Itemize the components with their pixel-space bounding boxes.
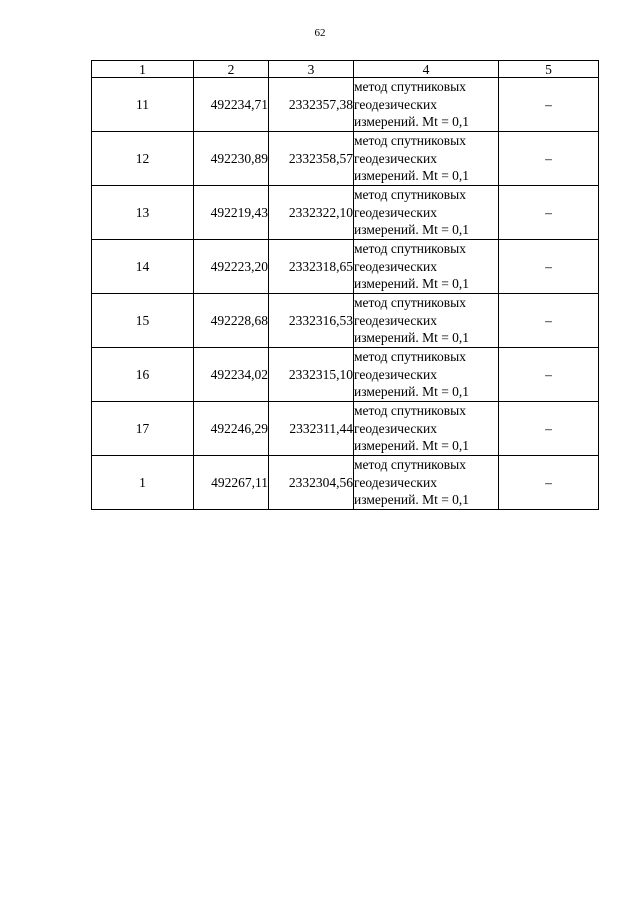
method-line: измерений. Mt = 0,1 (354, 276, 470, 292)
method-line: метод спутниковых (354, 187, 466, 203)
method-line: геодезических (354, 150, 437, 166)
point-number-cell: 12 (92, 132, 194, 186)
method-cell (354, 456, 499, 510)
page-number: 62 (314, 27, 326, 39)
note-cell: – (499, 240, 599, 294)
point-number-cell: 17 (92, 402, 194, 456)
header-col-5: 5 (499, 61, 599, 78)
note-cell: – (499, 132, 599, 186)
table-row (92, 78, 599, 132)
point-number-cell: 1 (92, 456, 194, 510)
method-cell (354, 240, 499, 294)
method-cell (354, 78, 499, 132)
method-line: геодезических (354, 366, 437, 382)
method-line: измерений. Mt = 0,1 (354, 222, 470, 238)
table-row (92, 294, 599, 348)
method-line: метод спутниковых (354, 241, 466, 257)
method-cell (354, 348, 499, 402)
method-line: геодезических (354, 312, 437, 328)
point-number-cell: 16 (92, 348, 194, 402)
note-cell: – (499, 294, 599, 348)
point-number-cell: 14 (92, 240, 194, 294)
note-cell: – (499, 402, 599, 456)
method-line: геодезических (354, 420, 437, 436)
method-line: метод спутниковых (354, 295, 466, 311)
table-row (92, 402, 599, 456)
y-coordinate-cell: 2332357,38 (269, 78, 354, 132)
header-row (92, 61, 599, 78)
method-cell (354, 294, 499, 348)
method-cell (354, 132, 499, 186)
header-col-4: 4 (354, 61, 499, 78)
point-number-cell: 11 (92, 78, 194, 132)
y-coordinate-cell: 2332304,56 (269, 456, 354, 510)
method-line: геодезических (354, 258, 437, 274)
method-line: геодезических (354, 96, 437, 112)
table-header (92, 61, 599, 78)
table-row (92, 348, 599, 402)
method-cell (354, 402, 499, 456)
header-col-3: 3 (269, 61, 354, 78)
x-coordinate-cell: 492228,68 (194, 294, 269, 348)
method-line: геодезических (354, 204, 437, 220)
x-coordinate-cell: 492246,29 (194, 402, 269, 456)
table-row (92, 186, 599, 240)
x-coordinate-cell: 492219,43 (194, 186, 269, 240)
y-coordinate-cell: 2332315,10 (269, 348, 354, 402)
method-line: измерений. Mt = 0,1 (354, 330, 470, 346)
method-line: метод спутниковых (354, 79, 466, 95)
y-coordinate-cell: 2332311,44 (269, 402, 354, 456)
header-col-1: 1 (92, 61, 194, 78)
y-coordinate-cell: 2332318,65 (269, 240, 354, 294)
method-line: метод спутниковых (354, 133, 466, 149)
point-number-cell: 15 (92, 294, 194, 348)
header-col-2: 2 (194, 61, 269, 78)
y-coordinate-cell: 2332358,57 (269, 132, 354, 186)
method-cell (354, 186, 499, 240)
method-line: геодезических (354, 474, 437, 490)
y-coordinate-cell: 2332322,10 (269, 186, 354, 240)
method-line: измерений. Mt = 0,1 (354, 168, 470, 184)
note-cell: – (499, 348, 599, 402)
method-line: метод спутниковых (354, 457, 466, 473)
method-line: измерений. Mt = 0,1 (354, 384, 470, 400)
method-line: измерений. Mt = 0,1 (354, 438, 470, 454)
note-cell: – (499, 186, 599, 240)
method-line: метод спутниковых (354, 349, 466, 365)
note-cell: – (499, 456, 599, 510)
x-coordinate-cell: 492223,20 (194, 240, 269, 294)
x-coordinate-cell: 492230,89 (194, 132, 269, 186)
method-line: измерений. Mt = 0,1 (354, 492, 470, 508)
table-row (92, 240, 599, 294)
x-coordinate-cell: 492234,71 (194, 78, 269, 132)
table-row (92, 456, 599, 510)
point-number-cell: 13 (92, 186, 194, 240)
y-coordinate-cell: 2332316,53 (269, 294, 354, 348)
table-body (92, 78, 599, 510)
x-coordinate-cell: 492267,11 (194, 456, 269, 510)
method-line: измерений. Mt = 0,1 (354, 114, 470, 130)
coordinates-table (91, 60, 599, 510)
table-row (92, 132, 599, 186)
note-cell: – (499, 78, 599, 132)
x-coordinate-cell: 492234,02 (194, 348, 269, 402)
method-line: метод спутниковых (354, 403, 466, 419)
